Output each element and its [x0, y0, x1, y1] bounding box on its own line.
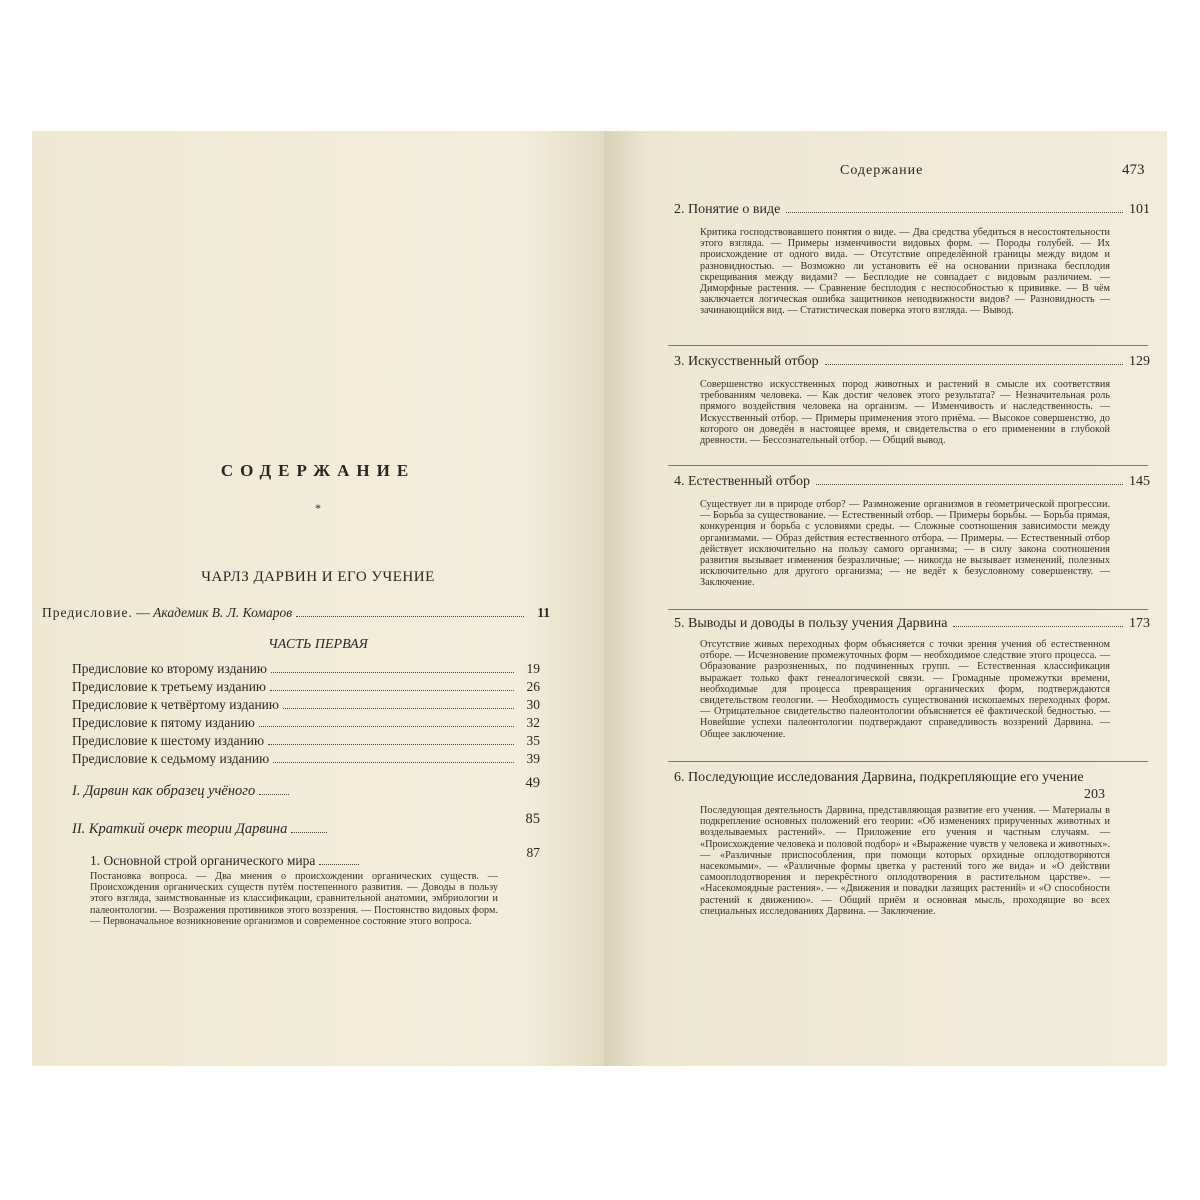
preface-label: Предисловие.	[42, 605, 133, 620]
toc-entry: Предисловие к седьмому изданию 39	[72, 751, 540, 766]
toc-section-5: 5. Выводы и доводы в пользу учения Дарвина 173	[674, 616, 1150, 631]
section-summary: Существует ли в природе отбор? — Размножение организмов в геометрической прогрессии. — Борьба за существование. — Естественный отбор. — Примеры борьбы. — Борьба прямая, конкуренция и борьба с условиями среды. — Сложные соотношения зависимости между организмами. — Образ действия естественного отбора. — Примеры. — Естественный отбор действует исключительно на пользу самого организма; — в силу закона соотношения развития вызывает изменения безразличные; — никогда не вызывает изменений, полезных исключительно для другого организма; — не ведёт к безусловному совершенству. — Заключение.	[700, 499, 1110, 589]
toc-entry: Предисловие к третьему изданию 26	[72, 679, 540, 694]
toc-chapter-II: II. Краткий очерк теории Дарвина 85	[72, 811, 540, 837]
dot-leader	[296, 606, 524, 617]
divider	[668, 609, 1148, 610]
divider	[668, 465, 1148, 466]
part-heading: ЧАСТЬ ПЕРВАЯ	[268, 637, 368, 652]
section-summary: Совершенство искусственных пород животных и растений в смысле их соответствия требованиям человека. — Как достиг человек этого результата? — Незначительная роль прямого воздействия человека на организм. — Изменчивость и наследственность. — Искусственный отбор. — Примеры применения этого приёма. — Высокое совершенство, до которого он доведён в настоящее время, и свидетельства о его применении в глубокой древности. — Бессознательный отбор. — Общий вывод.	[700, 379, 1110, 447]
right-page	[604, 131, 1167, 1066]
section-title: ЧАРЛЗ ДАРВИН И ЕГО УЧЕНИЕ	[201, 569, 435, 585]
toc-entry-preface	[42, 605, 550, 621]
section-summary: Последующая деятельность Дарвина, представляющая развитие его учения. — Материалы в подкрепление основных положений его теории: «Об изменениях прирученных животных и возделываемых растений». — Приложение его учения и частным случаям. — «Происхождение человека и половой подбор» и «Выражение чувств у человека и животных». — «Различные приспособления, при помощи которых орхидные оплодотворяются насекомыми». — «Различные формы цветка у растений того же вида» и «О действии самооплодотворения и перекрёстного оплодотворения в растительном царстве». — «Насекомоядные растения». — «Движения и повадки лазящих растений» и «О способности растений к движению». — Общий приём и основная мысль, проходящие во всех специальных исследованиях Дарвина. — Заключение.	[700, 805, 1110, 917]
divider	[668, 345, 1148, 346]
page-number: 203	[1084, 787, 1105, 802]
left-page	[32, 131, 604, 1066]
toc-section-1: 1. Основной строй органического мира 87	[90, 845, 540, 868]
ornament: *	[315, 501, 321, 515]
section-summary: Отсутствие живых переходных форм объясняется с точки зрения учения об естественном отборе. — Исчезновение промежуточных форм — необходимое следствие этого процесса. — Образование разрозненных, по подчиненных групп. — Естественная классификация выражает только факт генеалогической связи. — Громадные промежутки времени, необходимые для процесса превращения органических форм, подтверждаются свидетельством геологии. — Необходимость существования ископаемых переходных форм. — Отрицательное свидетельство палеонтологии объясняется её фактической бедностью. — Новейшие успехи палеонтологии подтверждают справедливость воззрений Дарвина. — Общее заключение.	[700, 639, 1110, 740]
book-spread	[32, 131, 1167, 1066]
page-number: 11	[537, 605, 550, 620]
toc-section-4: 4. Естественный отбор 145	[674, 474, 1150, 489]
section-summary: Постановка вопроса. — Два мнения о происхождении органических существ. — Происхождения органических существ путём постепенного развития. — Доводы в пользу этого взгляда, заимствованные из классификации, сравнительной анатомии, эмбриологии и палеонтологии. — Возражения противников этого воззрения. — Постоянство видовых форм. — Первоначальное возникновение организмов и современное состояние этого вопроса.	[90, 871, 498, 927]
toc-entry: Предисловие к четвёртому изданию 30	[72, 697, 540, 712]
running-head: Содержание	[840, 163, 924, 178]
toc-section-6: 6. Последующие исследования Дарвина, подкрепляющие его учение	[674, 770, 1084, 785]
toc-entry: Предисловие к пятому изданию 32	[72, 715, 540, 730]
toc-chapter-I: I. Дарвин как образец учёного 49	[72, 775, 540, 799]
toc-entry: Предисловие к шестому изданию 35	[72, 733, 540, 748]
preface-dash: —	[132, 605, 154, 620]
toc-section-3: 3. Искусственный отбор 129	[674, 354, 1150, 369]
folio: 473	[1122, 162, 1145, 178]
preface-author: Академик В. Л. Комаров	[153, 605, 293, 620]
toc-section-2: 2. Понятие о виде 101	[674, 202, 1150, 217]
section-summary: Критика господствовавшего понятия о виде. — Два средства убедиться в несостоятельности этого взгляда. — Примеры изменчивости видовых форм. — Породы голубей. — Их происхождение от одного вида. — Отсутствие определённой границы между видом и разновидностью. — Возможно ли установить её на основании признака бесплодия скрещивания между видами? — Бесплодие не совпадает с видовым различием. — Диморфные растения. — Сравнение бесплодия с неспособностью к прививке. — В чём заключается логическая ошибка защитников неподвижности видов? — Разновидность — зачинающийся вид. — Статистическая поверка этого взгляда. — Вывод.	[700, 227, 1110, 317]
contents-title: СОДЕРЖАНИЕ	[220, 461, 416, 480]
toc-entry: Предисловие ко второму изданию 19	[72, 661, 540, 676]
divider	[668, 761, 1148, 762]
